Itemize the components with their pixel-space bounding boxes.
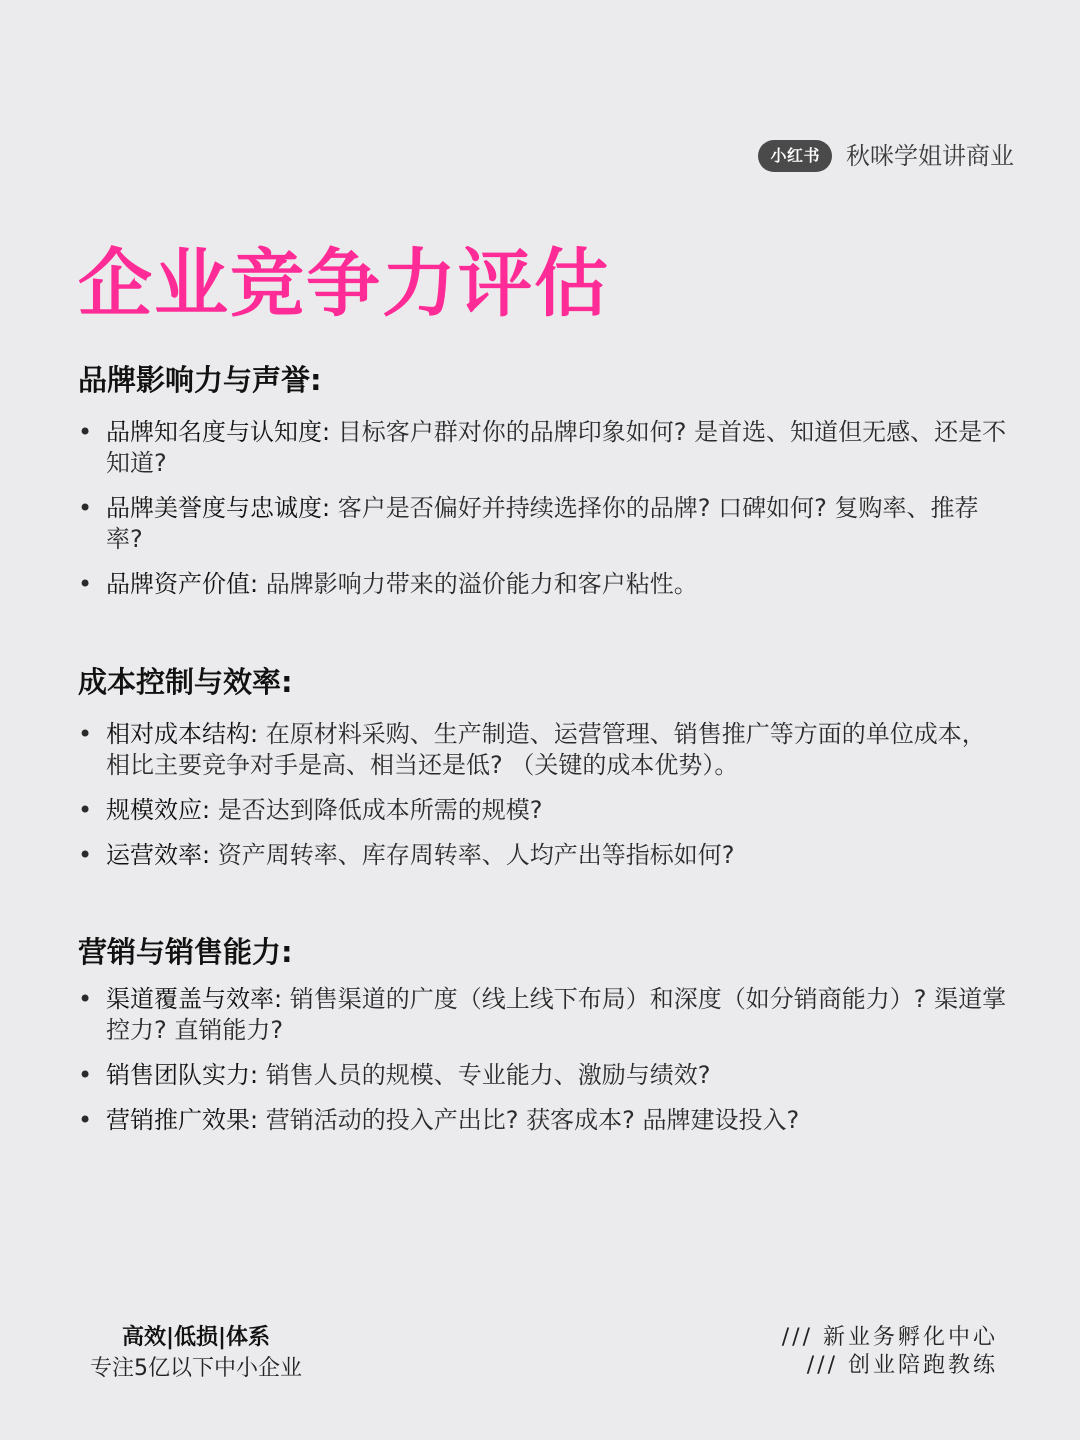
bullet-icon: • bbox=[78, 494, 93, 522]
header bbox=[758, 136, 1014, 176]
item-term: 销售团队实力 bbox=[106, 1061, 250, 1089]
item-description: 销售渠道的广度（线上线下布局）和深度（如分销商能力）? 渠道掌控力? 直销能力? bbox=[106, 985, 1007, 1044]
item-description: 品牌影响力带来的溢价能力和客户粘性。 bbox=[265, 570, 698, 598]
item-separator: : bbox=[250, 1106, 266, 1134]
item-separator: : bbox=[250, 720, 266, 748]
item-term: 规模效应 bbox=[106, 796, 202, 824]
item-description: 客户是否偏好并持续选择你的品牌? 口碑如何? 复购率、推荐率? bbox=[106, 494, 979, 553]
footer-subtitle: 专注5亿以下中小企业 bbox=[90, 1356, 302, 1381]
list-item bbox=[78, 1105, 1008, 1136]
item-term: 品牌知名度与认知度 bbox=[106, 418, 322, 446]
item-description: 营销活动的投入产出比? 获客成本? 品牌建设投入? bbox=[265, 1106, 800, 1134]
bullet-icon: • bbox=[78, 841, 93, 869]
item-list bbox=[78, 984, 1008, 1136]
item-description: 在原材料采购、生产制造、运营管理、销售推广等方面的单位成本，相比主要竞争对手是高、相当还是低? （关键的成本优势）。 bbox=[106, 720, 986, 779]
footer-tagline: 高效|低损|体系 bbox=[121, 1325, 271, 1350]
list-item bbox=[78, 1060, 1008, 1091]
item-description: 是否达到降低成本所需的规模? bbox=[217, 796, 543, 824]
item-separator: : bbox=[322, 494, 338, 522]
item-term: 营销推广效果 bbox=[106, 1106, 250, 1134]
footer-right bbox=[782, 1324, 998, 1380]
item-description: 目标客户群对你的品牌印象如何? 是首选、知道但无感、还是不知道? bbox=[106, 418, 1007, 477]
list-item bbox=[78, 719, 1008, 781]
item-separator: : bbox=[250, 1061, 266, 1089]
item-term: 渠道覆盖与效率 bbox=[106, 985, 274, 1013]
section-marketing bbox=[78, 930, 1008, 1136]
item-list bbox=[78, 417, 1008, 600]
list-item bbox=[78, 984, 1008, 1046]
section-title: 营销与销售能力: bbox=[78, 935, 293, 969]
footer-left bbox=[90, 1322, 302, 1384]
item-description: 资产周转率、库存周转率、人均产出等指标如何? bbox=[217, 841, 735, 869]
bullet-icon: • bbox=[78, 720, 93, 748]
author-name[interactable]: 秋咪学姐讲商业 bbox=[846, 142, 1014, 170]
bullet-icon: • bbox=[78, 985, 93, 1013]
section-title: 品牌影响力与声誉: bbox=[78, 363, 322, 397]
section-brand bbox=[78, 358, 1008, 600]
list-item bbox=[78, 795, 1008, 826]
bullet-icon: • bbox=[78, 796, 93, 824]
list-item bbox=[78, 840, 1008, 871]
item-list bbox=[78, 719, 1008, 871]
page-title: 企业竞争力评估 bbox=[78, 241, 610, 327]
footer-service-line: /// 创业陪跑教练 bbox=[806, 1353, 998, 1378]
brand-badge[interactable]: 小红书 bbox=[758, 140, 832, 172]
item-separator: : bbox=[274, 985, 290, 1013]
item-separator: : bbox=[250, 570, 266, 598]
footer-service-line: /// 新业务孵化中心 bbox=[781, 1325, 998, 1350]
item-description: 销售人员的规模、专业能力、激励与绩效? bbox=[265, 1061, 711, 1089]
item-term: 品牌美誉度与忠诚度 bbox=[106, 494, 322, 522]
bullet-icon: • bbox=[78, 418, 93, 446]
list-item bbox=[78, 569, 1008, 600]
item-separator: : bbox=[322, 418, 338, 446]
item-separator: : bbox=[202, 796, 218, 824]
item-separator: : bbox=[202, 841, 218, 869]
item-term: 运营效率 bbox=[106, 841, 202, 869]
item-term: 品牌资产价值 bbox=[106, 570, 250, 598]
section-title: 成本控制与效率: bbox=[78, 665, 293, 699]
list-item bbox=[78, 493, 1008, 555]
bullet-icon: • bbox=[78, 1106, 93, 1134]
bullet-icon: • bbox=[78, 570, 93, 598]
bullet-icon: • bbox=[78, 1061, 93, 1089]
list-item bbox=[78, 417, 1008, 479]
item-term: 相对成本结构 bbox=[106, 720, 250, 748]
section-cost bbox=[78, 660, 1008, 871]
